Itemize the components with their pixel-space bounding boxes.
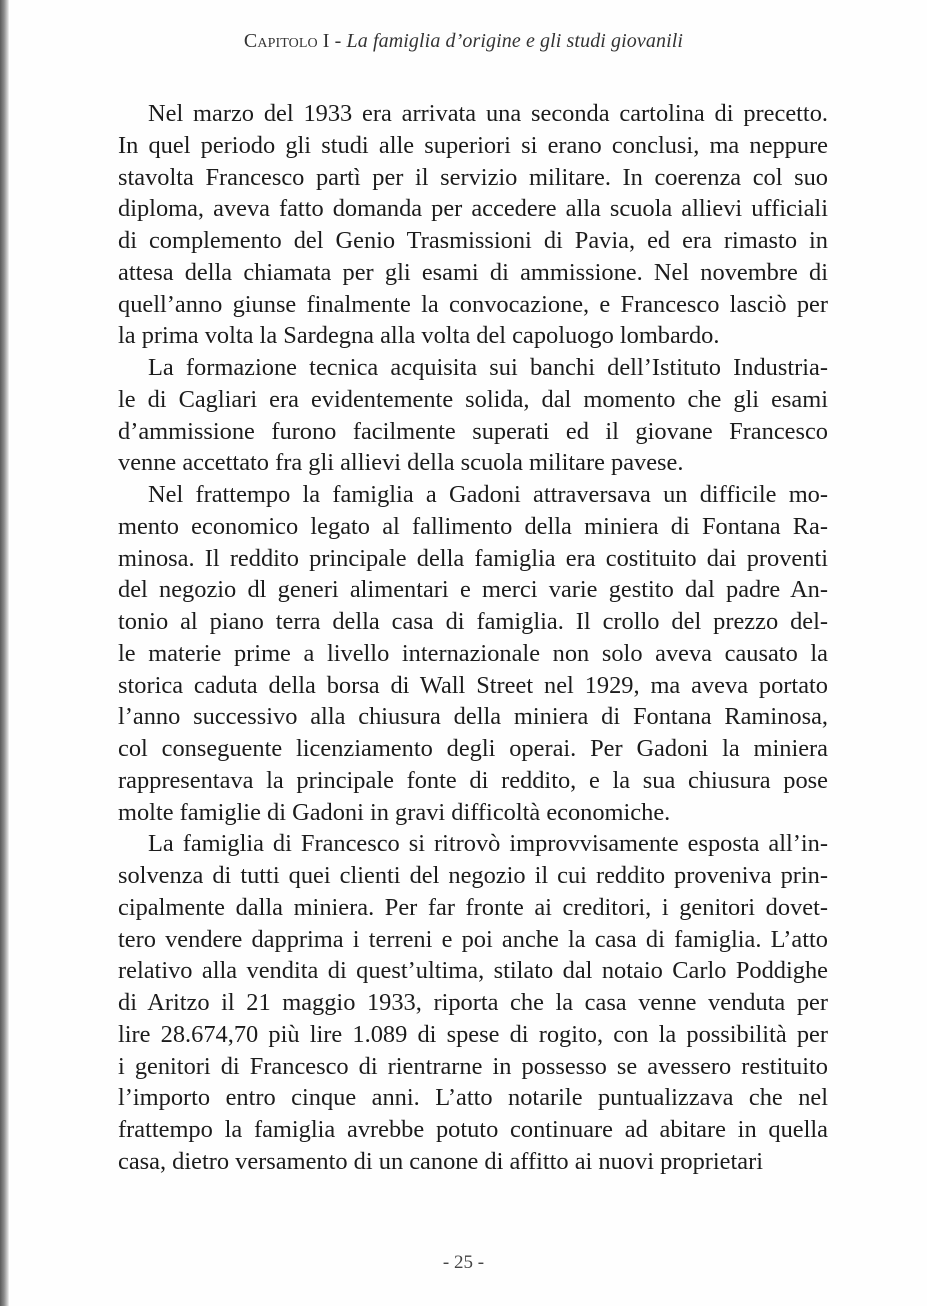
text-line: tonio al piano terra della casa di famiglia. Il crollo del prezzo del-	[118, 608, 828, 635]
text-line: col conseguente licenziamento degli operai. Per Gadoni la miniera	[118, 735, 828, 762]
text-line: minosa. Il reddito principale della famiglia era costituito dai proventi	[118, 544, 828, 572]
text-line: casa, dietro versamento di un canone di affitto ai nuovi proprietari	[118, 1147, 764, 1175]
page-number: - 25 -	[442, 1252, 485, 1273]
text-line: quell’anno giunse finalmente la convocazione, e Francesco lasciò per	[118, 290, 828, 318]
text-line: mento economico legato al fallimento della miniera di Fontana Ra-	[118, 512, 828, 540]
text-line: solvenza di tutti quei clienti del negozio il cui reddito proveniva prin-	[118, 862, 828, 889]
text-line: i genitori di Francesco di rientrarne in possesso se avessero restituito	[118, 1052, 828, 1080]
text-line: storica caduta della borsa di Wall Street nel 1929, ma aveva portato	[118, 671, 828, 699]
paragraph	[118, 352, 828, 479]
text-line: In quel periodo gli studi alle superiori si erano conclusi, ma neppure	[118, 131, 828, 159]
body-text	[118, 98, 828, 1178]
text-line: Nel frattempo la famiglia a Gadoni attraversava un difficile mo-	[148, 481, 828, 508]
text-line: d’ammissione furono facilmente superati ed il giovane Francesco	[118, 417, 828, 445]
text-line: frattempo la famiglia avrebbe potuto continuare ad abitare in quella	[118, 1116, 828, 1143]
text-line: molte famiglie di Gadoni in gravi difficoltà economiche.	[118, 798, 671, 826]
running-head	[0, 30, 927, 53]
text-line: di Aritzo il 21 maggio 1933, riporta che la casa venne venduta per	[118, 989, 828, 1016]
text-line: di complemento del Genio Trasmissioni di Pavia, ed era rimasto in	[118, 227, 828, 254]
running-head-separator: -	[329, 30, 347, 52]
paragraph	[118, 98, 828, 352]
text-line: lire 28.674,70 più lire 1.089 di spese di rogito, con la possibilità per	[118, 1020, 828, 1048]
chapter-label: Capitolo I	[243, 30, 330, 52]
text-line: diploma, aveva fatto domanda per accedere alla scuola allievi ufficiali	[118, 195, 828, 223]
text-line: le materie prime a livello internazionale non solo aveva causato la	[118, 639, 828, 667]
text-line: l’importo entro cinque anni. L’atto notarile puntualizzava che nel	[118, 1084, 828, 1112]
page-binding-edge	[0, 0, 9, 1306]
text-line: Nel marzo del 1933 era arrivata una seconda cartolina di precetto.	[148, 100, 828, 127]
text-line: rappresentava la principale fonte di reddito, e la sua chiusura pose	[118, 766, 828, 794]
text-line: del negozio dl generi alimentari e merci varie gestito dal padre An-	[118, 576, 828, 604]
text-line: le di Cagliari era evidentemente solida, dal momento che gli esami	[118, 385, 828, 413]
text-line: La formazione tecnica acquisita sui banchi dell’Istituto Industria-	[148, 354, 828, 381]
paragraph	[118, 828, 828, 1177]
text-line: cipalmente dalla miniera. Per far fronte ai creditori, i genitori dovet-	[118, 893, 828, 921]
text-line: La famiglia di Francesco si ritrovò improvvisamente esposta all’in-	[148, 830, 828, 858]
chapter-title: La famiglia d’origine e gli studi giovanili	[346, 30, 684, 52]
text-line: venne accettato fra gli allievi della scuola militare pavese.	[118, 449, 684, 477]
text-line: tero vendere dapprima i terreni e poi anche la casa di famiglia. L’atto	[118, 925, 828, 953]
text-line: l’anno successivo alla chiusura della miniera di Fontana Raminosa,	[118, 703, 828, 731]
paragraph	[118, 479, 828, 828]
text-line: stavolta Francesco partì per il servizio militare. In coerenza col suo	[118, 163, 828, 191]
text-line: relativo alla vendita di quest’ultima, stilato dal notaio Carlo Poddighe	[118, 957, 828, 985]
text-line: attesa della chiamata per gli esami di ammissione. Nel novembre di	[118, 258, 828, 286]
text-line: la prima volta la Sardegna alla volta del capoluogo lombardo.	[118, 322, 720, 350]
